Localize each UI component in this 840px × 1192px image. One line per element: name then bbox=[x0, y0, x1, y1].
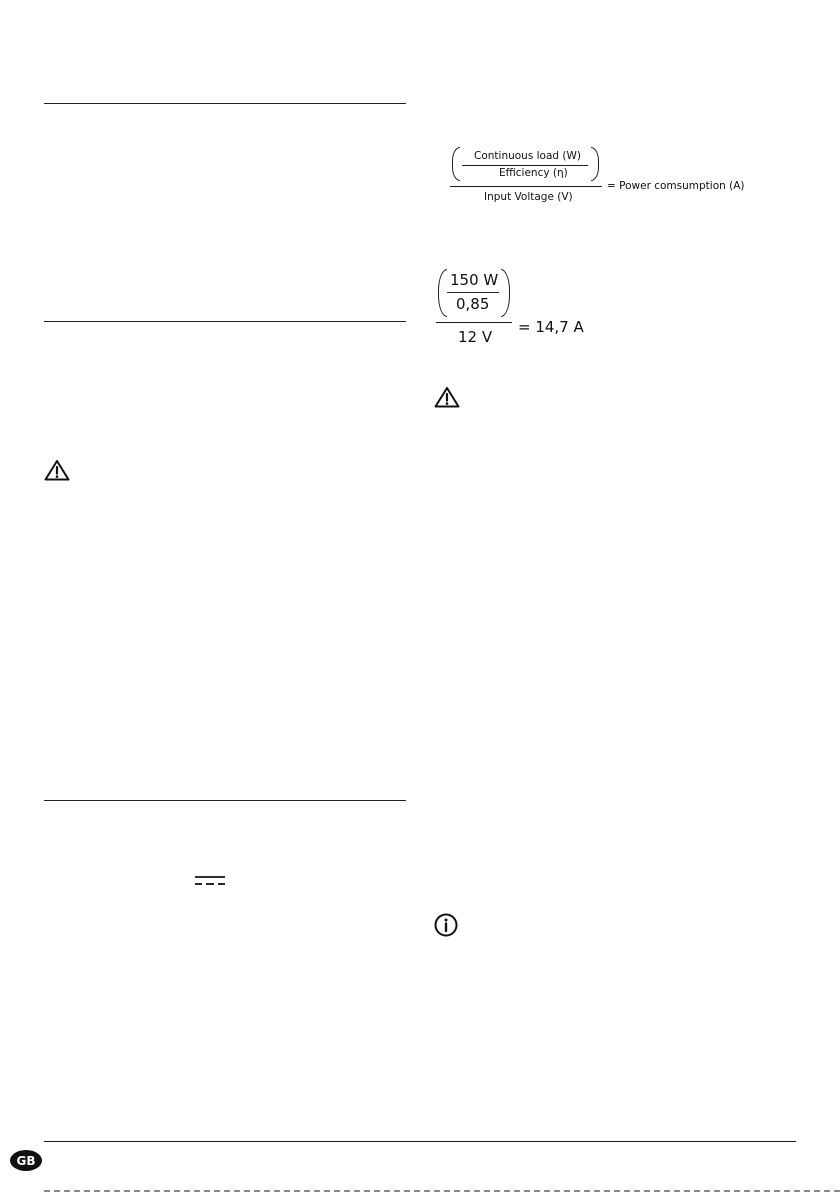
example-denominator: 12 V bbox=[458, 328, 493, 346]
formula-paren-right bbox=[591, 147, 599, 181]
direct-current-icon bbox=[194, 875, 226, 887]
example-paren-left bbox=[438, 269, 447, 317]
formula-denominator: Input Voltage (V) bbox=[484, 191, 573, 203]
footer-divider bbox=[44, 1141, 796, 1142]
section-divider-3 bbox=[44, 800, 406, 801]
formula-inner-fraction-bar bbox=[462, 165, 588, 166]
language-badge: GB bbox=[10, 1150, 42, 1171]
example-paren-right bbox=[501, 269, 510, 317]
section-divider-1 bbox=[44, 103, 406, 104]
example-result: = 14,7 A bbox=[518, 318, 584, 336]
example-inner-fraction-bar bbox=[447, 292, 499, 293]
formula-main-fraction-bar bbox=[450, 186, 602, 187]
formula-efficiency: Efficiency (η) bbox=[499, 167, 568, 179]
formula-paren-left bbox=[452, 147, 460, 181]
example-main-fraction-bar bbox=[436, 322, 512, 323]
info-icon bbox=[434, 913, 458, 937]
formula-numerator: Continuous load (W) bbox=[474, 150, 581, 162]
formula-result: = Power comsumption (A) bbox=[607, 180, 745, 192]
example-efficiency: 0,85 bbox=[456, 295, 490, 313]
section-divider-2 bbox=[44, 321, 406, 322]
warning-icon bbox=[434, 386, 460, 408]
warning-icon bbox=[44, 459, 70, 481]
example-numerator: 150 W bbox=[450, 271, 499, 289]
